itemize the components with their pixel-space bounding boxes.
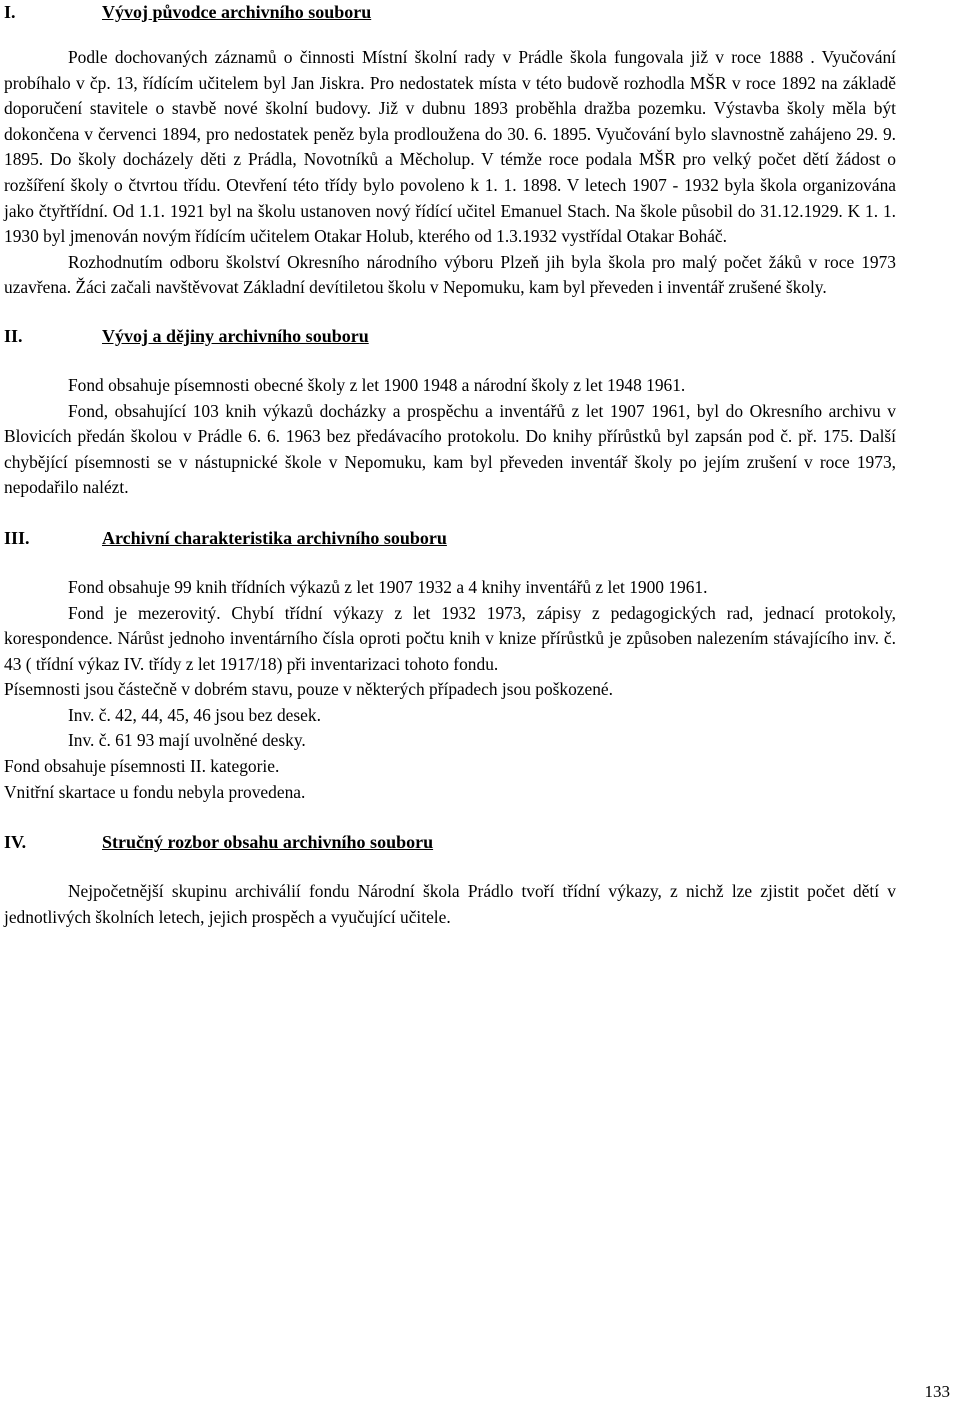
paragraph: Fond je mezerovitý. Chybí třídní výkazy z let 1932 1973, zápisy z pedagogických rad, jednací protokoly, korespondence. Nárůst jednoho inventárního čísla oproti počtu knih v knize přírůstků je způsoben nalezením stávajícího inv. č. 43 ( třídní výkaz IV. třídy z let 1917/18) při inventarizaci tohoto fondu. — [4, 602, 896, 674]
section-title: Vývoj původce archivního souboru — [102, 2, 372, 22]
paragraph: Písemnosti jsou částečně v dobrém stavu, pouze v některých případech jsou poškozené. — [4, 679, 613, 700]
paragraph: Podle dochovaných záznamů o činnosti Místní školní rady v Prádle škola fungovala již v roce 1888 . Vyučování probíhalo v čp. 13, řídícím učitelem byl Jan Jiskra. Pro nedostatek místa v této budově rozhodla MŠR v roce 1892 na základě doporučení stavitele o stavbě nové školní budovy. Již v dubnu 1893 proběhla dražba pozemku. Výstavba školy měla být dokončena v červenci 1894, pro nedostatek peněz byla prodloužena do 30. 6. 1895. Vyučování bylo slavnostně zahájeno 29. 9. 1895. Do školy docházely děti z Prádla, Novotníků a Měcholup. V témže roce podala MŠR pro velký počet dětí žádost o rozšíření školy o čtvrtou třídu. Otevření této třídy bylo povoleno k 1. 1. 1898. V letech 1907 - 1932 byla škola organizována jako čtyřtřídní. Od 1.1. 1921 byl na školu ustanoven nový řídící učitel Emanuel Stach. Na škole působil do 31.12.1929. K 1. 1. 1930 byl jmenován novým řídícím učitelem Otakar Holub, kterého od 1.3.1932 vystřídal Otakar Boháč. — [4, 47, 896, 247]
paragraph: Rozhodnutím odboru školství Okresního národního výboru Plzeň jih byla škola pro malý počet žáků v roce 1973 uzavřena. Žáci začali navštěvovat Základní devítiletou školu v Nepomuku, kam byl převeden i inventář zrušené školy. — [4, 251, 896, 298]
section-heading — [4, 0, 896, 25]
document-page — [4, 0, 896, 930]
section-title: Vývoj a dějiny archivního souboru — [102, 325, 369, 346]
section-title: Stručný rozbor obsahu archivního souboru — [102, 832, 434, 853]
page-number: 133 — [924, 1382, 950, 1401]
paragraph: Nejpočetnější skupinu archiválií fondu Národní škola Prádlo tvoří třídní výkazy, z nichž lze zjistit počet dětí v jednotlivých školních letech, jejich prospěch a vyučující učitele. — [4, 881, 896, 927]
paragraph: Vnitřní skartace u fondu nebyla provedena. — [4, 781, 306, 802]
section-number: III. — [4, 527, 30, 548]
section-heading — [4, 525, 896, 551]
paragraph: Fond, obsahující 103 knih výkazů docházky a prospěchu a inventářů z let 1907 1961, byl do Okresního archivu v Blovicích předán školou v Prádle 6. 6. 1963 bez předávacího protokolu. Do knihy přírůstků byl zapsán pod č. př. 175. Další chybějící písemnosti se v nástupnické škole v Nepomuku, kam byl převeden inventář školy po jejím zrušení v roce 1973, nepodařilo nalézt. — [4, 400, 896, 498]
paragraph: Fond obsahuje 99 knih třídních výkazů z let 1907 1932 a 4 knihy inventářů z let 1900 1961. — [68, 576, 708, 597]
section-title: Archivní charakteristika archivního souboru — [102, 527, 447, 548]
paragraph: Fond obsahuje písemnosti obecné školy z let 1900 1948 a národní školy z let 1948 1961. — [68, 374, 686, 395]
section-number: II. — [4, 325, 23, 346]
paragraph: Fond obsahuje písemnosti II. kategorie. — [4, 756, 280, 777]
paragraph: Inv. č. 42, 44, 45, 46 jsou bez desek. — [68, 704, 321, 725]
paragraph: Inv. č. 61 93 mají uvolněné desky. — [68, 730, 306, 751]
section-number: IV. — [4, 832, 27, 853]
section-heading — [4, 323, 896, 349]
section-number: I. — [4, 2, 16, 22]
section-heading — [4, 829, 896, 855]
